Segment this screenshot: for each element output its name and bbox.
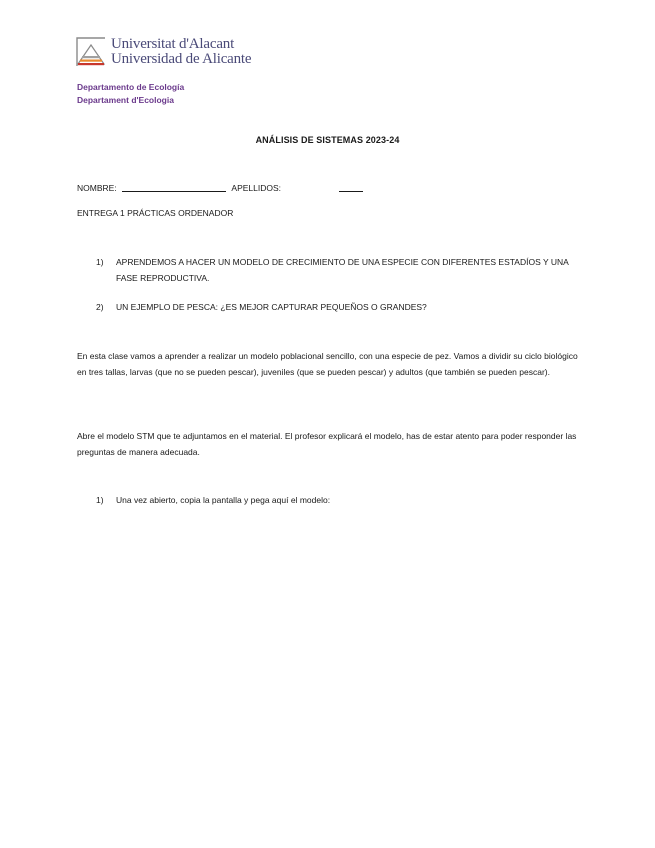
question-item bbox=[96, 493, 586, 509]
name-field-row bbox=[77, 183, 363, 193]
apellidos-blank[interactable] bbox=[339, 183, 363, 192]
university-name-valencian: Universitat d'Alacant bbox=[111, 36, 235, 52]
document-title: ANÁLISIS DE SISTEMAS 2023-24 bbox=[255, 135, 400, 145]
assignment-heading: ENTREGA 1 PRÁCTICAS ORDENADOR bbox=[77, 208, 234, 218]
nombre-blank[interactable] bbox=[122, 183, 226, 192]
objective-text: APRENDEMOS A HACER UN MODELO DE CRECIMIENTO DE UNA ESPECIE CON DIFERENTES ESTADÍOS Y UNA FASE REPRODUCTIVA. bbox=[116, 257, 569, 283]
department-name-valencian: Departament d'Ecologia bbox=[77, 95, 174, 105]
apellidos-label: APELLIDOS: bbox=[231, 183, 282, 193]
question-number: 1) bbox=[96, 495, 104, 505]
university-name bbox=[111, 37, 251, 67]
objective-number: 2) bbox=[96, 302, 104, 312]
objective-number: 1) bbox=[96, 257, 104, 267]
instructions-paragraph: Abre el modelo STM que te adjuntamos en el material. El profesor explicará el modelo, has de estar atento para poder responder las preguntas de manera adecuada. bbox=[77, 431, 577, 457]
department-name-spanish: Departamento de Ecología bbox=[77, 82, 185, 92]
nombre-label: NOMBRE: bbox=[77, 183, 117, 193]
objective-item bbox=[96, 255, 586, 286]
university-logo-mark-icon bbox=[76, 37, 106, 67]
objective-text: UN EJEMPLO DE PESCA: ¿ES MEJOR CAPTURAR PEQUEÑOS O GRANDES? bbox=[116, 302, 427, 312]
objective-item bbox=[96, 300, 586, 316]
question-text: Una vez abierto, copia la pantalla y pega aquí el modelo: bbox=[116, 495, 331, 505]
intro-paragraph: En esta clase vamos a aprender a realizar un modelo poblacional sencillo, con una especie de pez. Vamos a dividir su ciclo biológico en tres tallas, larvas (que no se pueden pescar), juveniles (que se pueden pescar) y adultos (que también se pueden pescar). bbox=[77, 351, 578, 377]
university-logo bbox=[76, 37, 251, 67]
university-name-spanish: Universidad de Alicante bbox=[111, 51, 252, 67]
